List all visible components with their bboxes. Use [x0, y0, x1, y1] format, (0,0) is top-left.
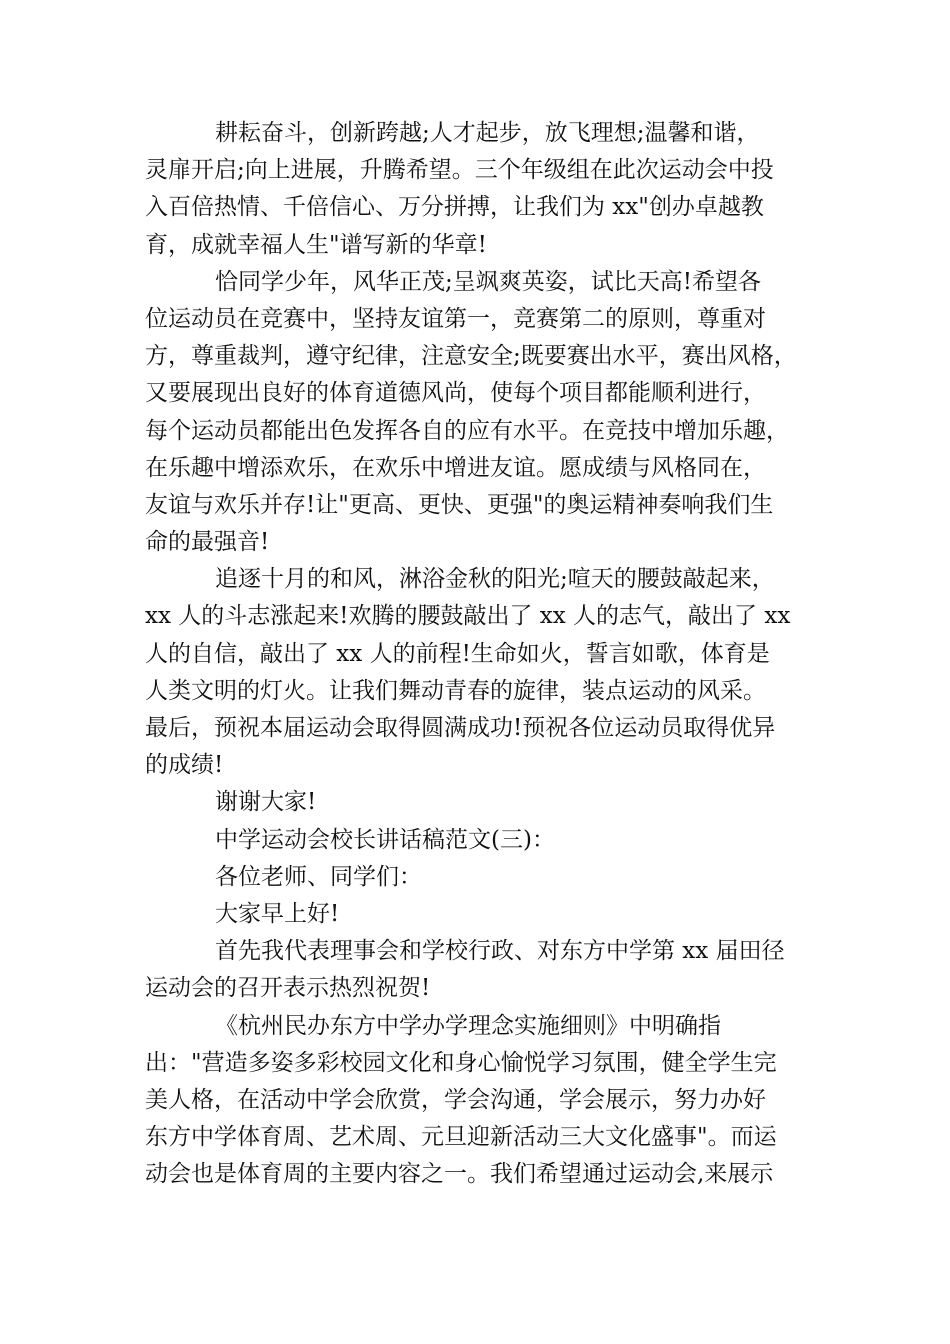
text-line: 育，成就幸福人生"谱写新的华章!: [145, 231, 487, 258]
text-line: 谢谢大家!: [215, 789, 317, 816]
text-line: 大家早上好!: [215, 900, 340, 927]
text-line: 运动会的召开表示热烈祝贺!: [145, 975, 431, 1002]
document-body: [145, 115, 825, 1193]
text-line: 每个运动员都能出色发挥各自的应有水平。在竞技中增加乐趣，: [145, 417, 789, 444]
text-line: xx 人的斗志涨起来!欢腾的腰鼓敲出了 xx 人的志气，敲出了 xx: [145, 603, 791, 630]
text-line: 中学运动会校长讲话稿范文(三)：: [215, 826, 555, 853]
text-line: 耕耘奋斗，创新跨越;人才起步，放飞理想;温馨和谐，: [215, 120, 760, 146]
text-line: 恰同学少年，风华正茂;呈飒爽英姿，试比天高!希望各: [215, 268, 761, 295]
text-line: 出："营造多姿多彩校园文化和身心愉悦学习氛围，健全学生完: [145, 1049, 777, 1076]
text-line: 方，尊重裁判，遵守纪律，注意安全;既要赛出水平，赛出风格，: [145, 343, 797, 370]
text-line: 美人格，在活动中学会欣赏，学会沟通，学会展示，努力办好: [145, 1086, 766, 1113]
text-line: 在乐趣中增添欢乐，在欢乐中增进友谊。愿成绩与风格同在，: [145, 454, 766, 481]
text-line: 位运动员在竞赛中，坚持友谊第一，竞赛第二的原则，尊重对: [145, 305, 766, 332]
text-line: 人类文明的灯火。让我们舞动青春的旋律，装点运动的风采。: [145, 677, 766, 704]
text-line: 命的最强音!: [145, 529, 270, 556]
text-line: 《杭州民办东方中学办学理念实施细则》中明确指: [215, 1012, 721, 1039]
text-line: 又要展现出良好的体育道德风尚，使每个项目都能顺利进行，: [145, 380, 766, 407]
text-line: 灵扉开启;向上进展，升腾希望。三个年级组在此次运动会中投: [145, 157, 774, 184]
text-line: 最后，预祝本届运动会取得圆满成功!预祝各位运动员取得优异: [145, 715, 776, 741]
text-line: 东方中学体育周、艺术周、元旦迎新活动三大文化盛事"。而运: [145, 1124, 777, 1151]
text-line: 动会也是体育周的主要内容之一。我们希望通过运动会,来展示: [145, 1161, 774, 1188]
text-line: 友谊与欢乐并存!让"更高、更快、更强"的奥运精神奏响我们生: [145, 491, 774, 518]
text-line: 首先我代表理事会和学校行政、对东方中学第 xx 届田径: [215, 938, 785, 965]
text-line: 的成绩!: [145, 752, 224, 779]
text-line: 人的自信，敲出了 xx 人的前程!生命如火，誓言如歌，体育是: [145, 640, 770, 667]
text-line: 各位老师、同学们：: [215, 863, 422, 890]
text-line: 入百倍热情、千倍信心、万分拼搏，让我们为 xx"创办卓越教: [145, 194, 764, 221]
text-line: 追逐十月的和风，淋浴金秋的阳光;喧天的腰鼓敲起来，: [215, 566, 775, 593]
